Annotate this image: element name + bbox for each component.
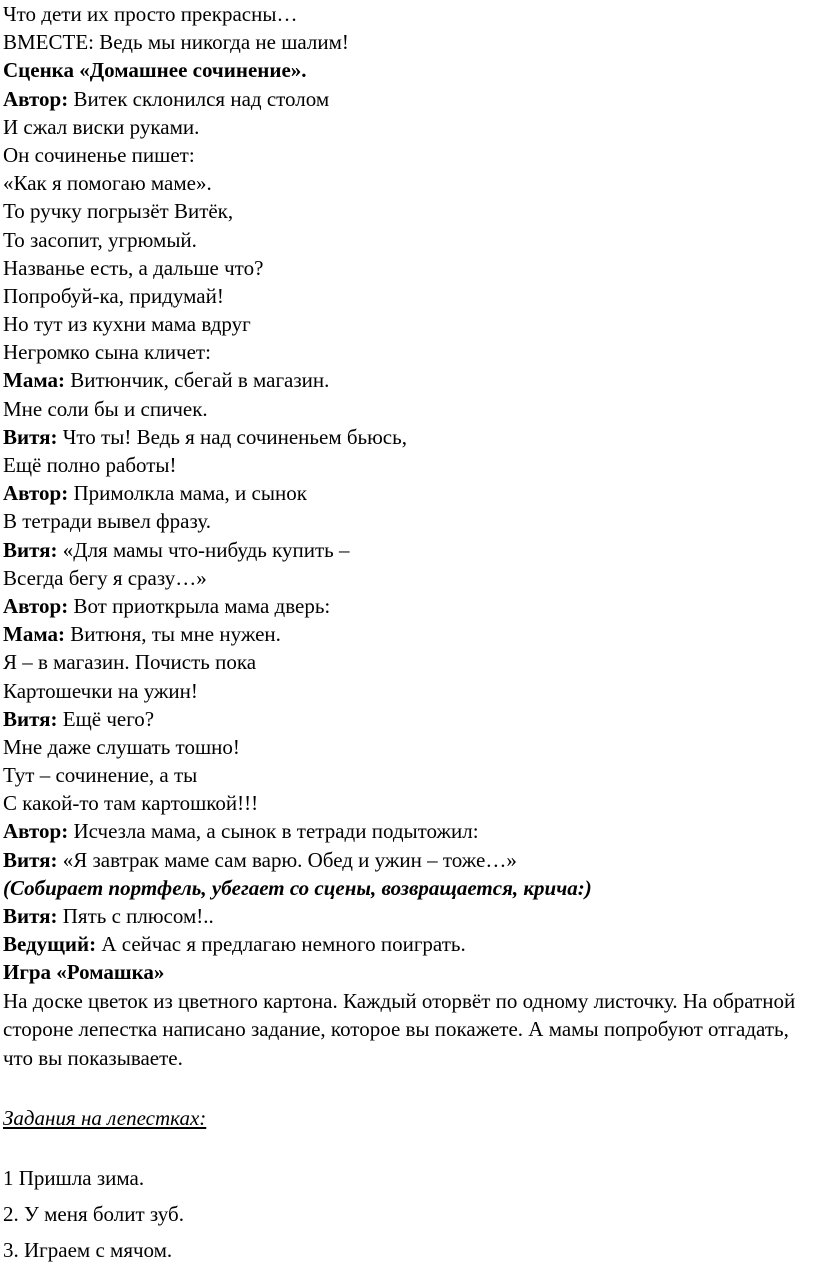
scene-title: Сценка «Домашнее сочинение». — [3, 58, 307, 83]
text-line: И сжал виски руками. — [3, 114, 200, 139]
list-item: 2. У меня болит зуб. — [3, 1202, 184, 1227]
speaker-label: Автор: — [3, 481, 69, 506]
text-line: ВМЕСТЕ: Ведь мы никогда не шалим! — [3, 30, 349, 55]
speaker-label: Витя: — [3, 706, 58, 731]
list-item: 1 Пришла зима. — [3, 1166, 145, 1191]
speaker-label: Автор: — [3, 86, 69, 111]
text-line: То ручку погрызёт Витёк, — [3, 199, 234, 224]
speaker-line: Автор: Исчезла мама, а сынок в тетради подытожил: — [3, 819, 479, 844]
text-line: В тетради вывел фразу. — [3, 509, 211, 534]
text-line: Попробуй-ка, придумай! — [3, 283, 224, 308]
speaker-line: Мама: Витюня, ты мне нужен. — [3, 622, 281, 647]
speaker-line: Витя: «Я завтрак маме сам варю. Обед и ужин – тоже…» — [3, 847, 517, 872]
text-line: Что дети их просто прекрасны… — [3, 2, 298, 26]
speaker-label: Витя: — [3, 904, 58, 928]
speaker-line: Автор: Примолкла мама, и сынок — [3, 481, 307, 506]
speaker-line: Витя: Ещё чего? — [3, 706, 155, 731]
text-line: Мне соли бы и спичек. — [3, 396, 208, 421]
text-line: Он сочиненье пишет: — [3, 142, 195, 167]
speaker-label: Автор: — [3, 593, 69, 618]
text-line: Названье есть, а дальше что? — [3, 255, 264, 280]
text-line: С какой-то там картошкой!!! — [3, 791, 259, 816]
speaker-label: Мама: — [3, 368, 65, 393]
text-line: Я – в магазин. Почисть пока — [3, 650, 257, 675]
speaker-label: Витя: — [3, 424, 58, 449]
speaker-line: Витя: Пять с плюсом!.. — [3, 904, 214, 928]
text-line: Картошечки на ужин! — [3, 678, 198, 703]
speaker-line: Витя: Что ты! Ведь я над сочиненьем бьюсь, — [3, 424, 407, 449]
speaker-label: Витя: — [3, 847, 58, 872]
text-line: Негромко сына кличет: — [3, 340, 211, 365]
script-lines — [3, 0, 813, 987]
speaker-label: Ведущий: — [3, 932, 97, 957]
speaker-label: Автор: — [3, 819, 69, 844]
speaker-line: Мама: Витюнчик, сбегай в магазин. — [3, 368, 330, 393]
text-line: «Как я помогаю маме». — [3, 171, 212, 196]
game-description: На доске цветок из цветного картона. Каждый оторвёт по одному листочку. На обратной стороне лепестка написано задание, которое вы покажете. А мамы попробуют отгадать, что вы показываете. — [3, 988, 796, 1070]
speaker-line: Автор: Вот приоткрыла мама дверь: — [3, 593, 331, 618]
stage-direction: (Собирает портфель, убегает со сцены, возвращается, крича:) — [3, 875, 592, 900]
text-line: Тут – сочинение, а ты — [3, 763, 198, 788]
speaker-line: Ведущий: А сейчас я предлагаю немного поиграть. — [3, 932, 466, 957]
game-title: Игра «Ромашка» — [3, 960, 165, 985]
tasks-list — [3, 1164, 813, 1264]
speaker-label: Витя: — [3, 537, 58, 562]
speaker-line: Автор: Витек склонился над столом — [3, 86, 330, 111]
speaker-label: Мама: — [3, 622, 65, 647]
text-line: Ещё полно работы! — [3, 453, 177, 477]
tasks-heading: Задания на лепестках: — [3, 1106, 207, 1131]
speaker-line: Витя: «Для мамы что-нибудь купить – — [3, 537, 350, 562]
text-line: Мне даже слушать тошно! — [3, 734, 240, 759]
text-line: Всегда бегу я сразу…» — [3, 565, 207, 590]
text-line: Но тут из кухни мама вдруг — [3, 312, 251, 337]
list-item: 3. Играем с мячом. — [3, 1238, 173, 1263]
text-line: То засопит, угрюмый. — [3, 227, 197, 252]
document-page — [3, 0, 813, 1272]
